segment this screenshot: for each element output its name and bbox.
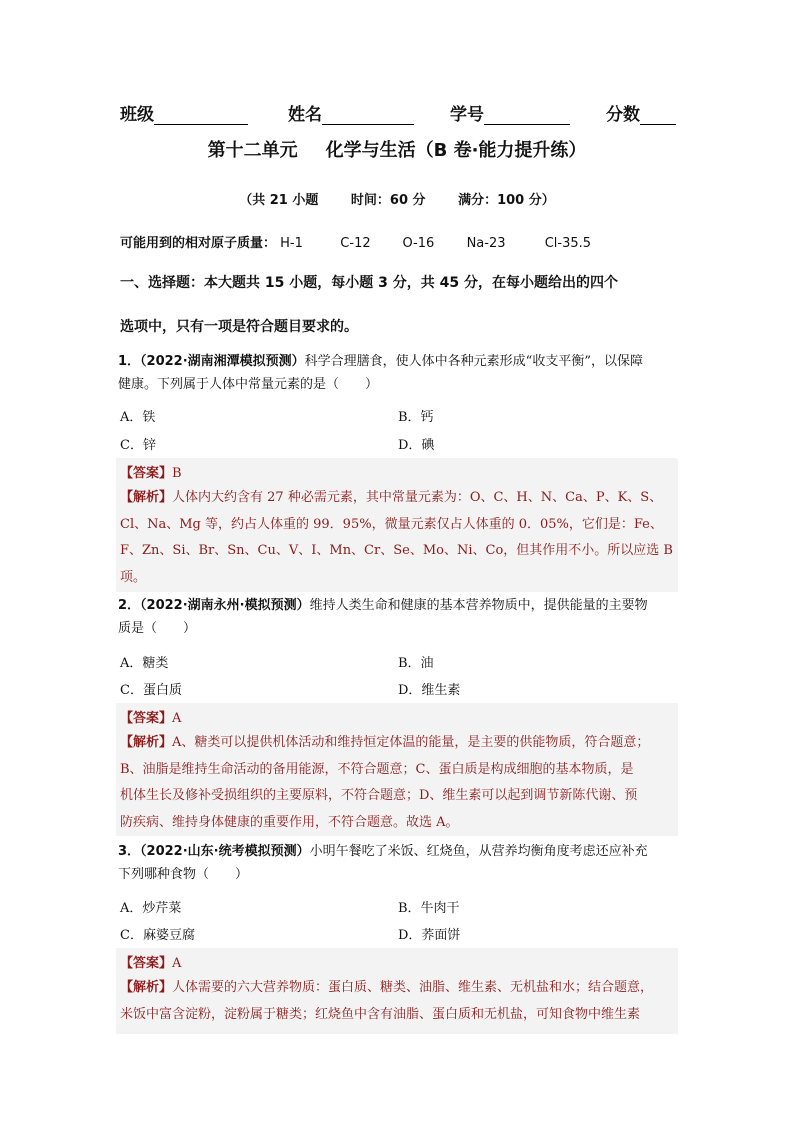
question-stem	[118, 594, 678, 617]
answer-value: A	[172, 711, 182, 726]
option-b[interactable]: B．钙	[398, 410, 434, 425]
name-field	[288, 100, 414, 125]
unit-title: 第十二单元	[207, 140, 298, 161]
question-1	[118, 350, 678, 396]
analysis-line: 防疾病、维持身体健康的重要作用，不符合题意。故选 A。	[120, 814, 459, 830]
score-label: 分数	[606, 105, 640, 125]
exam-meta	[0, 189, 794, 208]
atomic-mass: O-16	[402, 236, 435, 251]
question-text-2: 健康。下列属于人体中常量元素的是（ ）	[118, 377, 379, 392]
atomic-masses-label: 可能用到的相对原子质量：	[120, 236, 277, 251]
option-c[interactable]: C．蛋白质	[120, 683, 182, 698]
analysis-line: F、Zn、Si、Br、Sn、Cu、V、I、Mn、Cr、Se、Mo、Ni、Co，但其作用不小。所以应选 B	[120, 543, 673, 558]
score-blank[interactable]	[640, 106, 676, 125]
analysis-tag: 【解析】	[120, 735, 173, 750]
class-field	[120, 100, 248, 125]
score-field	[606, 100, 676, 125]
analysis-line: Cl、Na、Mg 等，约占人体重的 99．95%，微量元素仅占人体重的 0．05%，它们是：Fe、	[120, 516, 663, 532]
number-field	[450, 100, 570, 125]
question-number: 2．	[118, 598, 141, 613]
analysis-line: A、糖类可以提供机体活动和维持恒定体温的能量，是主要的供能物质，符合题意；	[172, 735, 650, 750]
option-b[interactable]: B．牛肉干	[398, 901, 460, 916]
question-source: （2022·湖南湘潭模拟预测）	[140, 354, 305, 369]
full-score: 满分：100 分）	[458, 193, 555, 208]
option-d[interactable]: D．碘	[398, 438, 435, 453]
atomic-mass: H-1	[280, 236, 303, 251]
question-3	[118, 840, 678, 886]
analysis-tag: 【解析】	[120, 980, 173, 995]
question-number: 1．	[118, 354, 141, 369]
student-info-line	[120, 100, 680, 124]
name-blank[interactable]	[322, 106, 414, 125]
page-title	[0, 136, 794, 162]
number-blank[interactable]	[484, 106, 570, 125]
answer-value: B	[172, 466, 182, 481]
analysis-line: 项。	[120, 569, 147, 585]
answer-tag: 【答案】	[120, 711, 173, 726]
analysis-line: 人体内大约含有 27 种必需元素，其中常量元素为：O、C、H、N、Ca、P、K、S、	[172, 490, 663, 505]
option-d[interactable]: D．维生素	[398, 683, 461, 698]
answer	[120, 952, 181, 971]
section-heading-line1: 一、选择题：本大题共 15 小题，每小题 3 分，共 45 分，在每小题给出的四个	[120, 275, 618, 291]
analysis	[120, 485, 676, 591]
question-stem	[118, 840, 678, 863]
analysis-line: 机体生长及修补受损组织的主要原料，不符合题意；D、维生素可以起到调节新陈代谢、预	[120, 788, 638, 803]
answer-value: A	[172, 956, 182, 971]
answer-tag: 【答案】	[120, 466, 173, 481]
question-text: 小明午餐吃了米饭、红烧鱼，从营养均衡角度考虑还应补充	[309, 844, 648, 859]
answer	[120, 462, 182, 481]
name-label: 姓名	[288, 105, 322, 125]
option-a[interactable]: A．糖类	[120, 656, 169, 671]
analysis	[120, 975, 676, 1028]
question-number: 3．	[118, 844, 141, 859]
option-a[interactable]: A．铁	[120, 410, 156, 425]
analysis-line: 人体需要的六大营养物质：蛋白质、糖类、油脂、维生素、无机盐和水；结合题意，	[172, 980, 654, 995]
option-c[interactable]: C．锌	[120, 438, 156, 453]
number-label: 学号	[450, 105, 484, 125]
answer-tag: 【答案】	[120, 956, 173, 971]
atomic-mass: Na-23	[466, 236, 506, 251]
analysis-line: 米饭中富含淀粉，淀粉属于糖类；红烧鱼中含有油脂、蛋白质和无机盐，可知食物中维生素	[120, 1006, 641, 1022]
analysis	[120, 730, 676, 836]
atomic-masses	[120, 232, 591, 251]
option-c[interactable]: C．麻婆豆腐	[120, 928, 195, 943]
option-d[interactable]: D．荞面饼	[398, 928, 461, 943]
question-text: 科学合理膳食，使人体中各种元素形成“收支平衡”，以保障	[304, 354, 643, 369]
analysis-tag: 【解析】	[120, 490, 173, 505]
question-text-2: 下列哪种食物（ ）	[118, 867, 249, 882]
option-b[interactable]: B．油	[398, 656, 434, 671]
question-2	[118, 594, 678, 640]
question-stem	[118, 350, 678, 373]
question-text: 维持人类生命和健康的基本营养物质中，提供能量的主要物	[309, 598, 648, 613]
class-label: 班级	[120, 105, 154, 125]
class-blank[interactable]	[154, 106, 248, 125]
question-source: （2022·山东·统考模拟预测）	[140, 844, 310, 859]
answer	[120, 707, 181, 726]
question-text-2: 质是（ ）	[118, 621, 197, 636]
atomic-mass: Cl-35.5	[544, 236, 592, 251]
question-source: （2022·湖南永州·模拟预测）	[140, 598, 310, 613]
option-a[interactable]: A．炒芹菜	[120, 901, 182, 916]
subject-title: 化学与生活（B 卷·能力提升练）	[325, 140, 587, 161]
time-limit: 时间：60 分	[350, 193, 426, 208]
analysis-line: B、油脂是维持生命活动的备用能源，不符合题意；C、蛋白质是构成细胞的基本物质，是	[120, 761, 634, 777]
atomic-mass: C-12	[340, 236, 371, 251]
question-count: （共 21 小题	[239, 193, 319, 208]
section-heading-line2: 选项中，只有一项是符合题目要求的。	[120, 319, 358, 335]
